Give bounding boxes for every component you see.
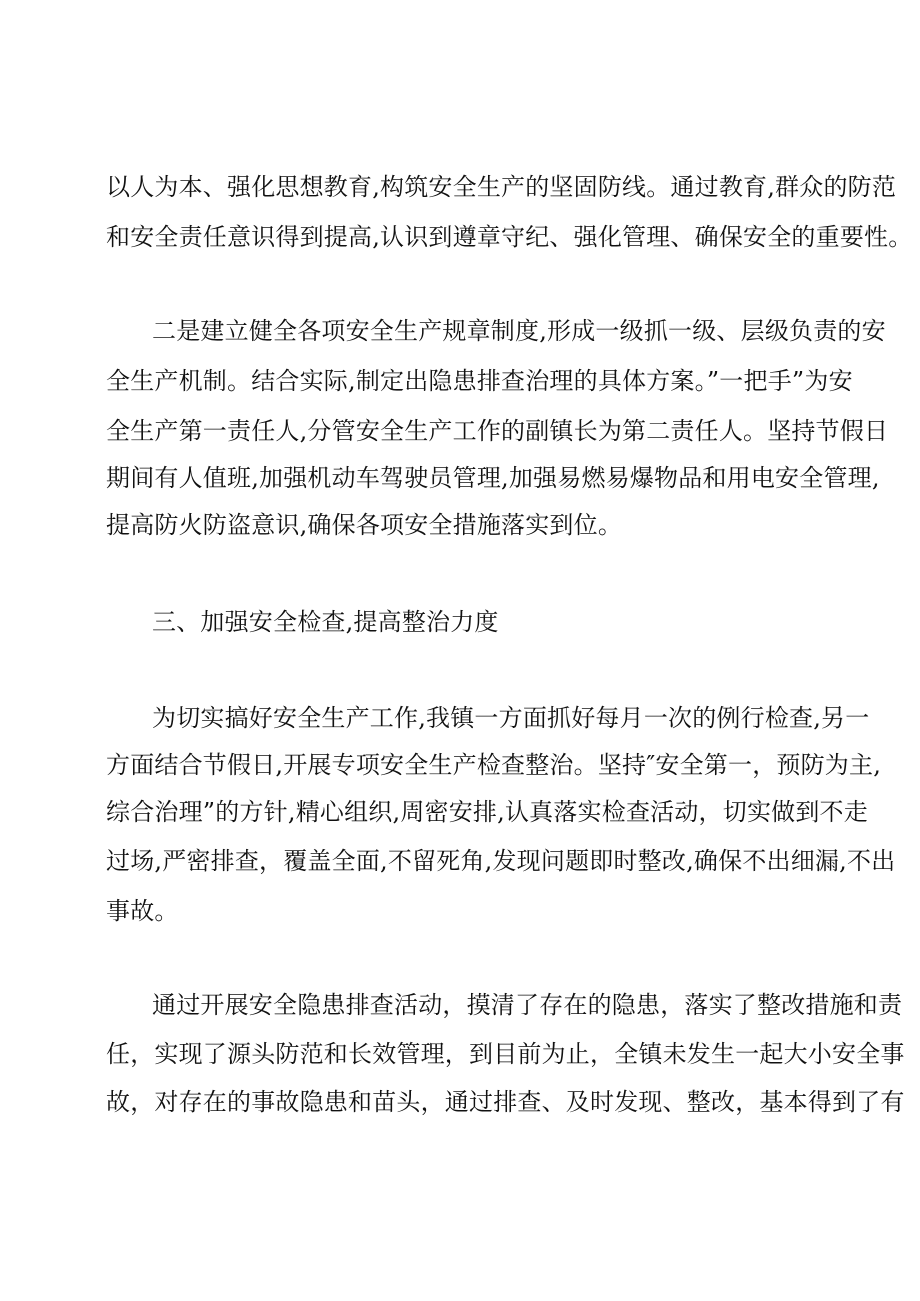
paragraph-2-line-4: 期间有人值班,加强机动车驾驶员管理,加强易燃易爆物品和用电安全管理,: [106, 464, 880, 492]
paragraph-1-line-1: 以人为本、强化思想教育,构筑安全生产的坚固防线。通过教育,群众的防范: [106, 173, 897, 201]
paragraph-1-line-2: 和安全责任意识得到提高,认识到遵章守纪、强化管理、确保安全的重要性。: [106, 223, 913, 251]
paragraph-3-line-5: 事故。: [106, 897, 179, 925]
paragraph-4-line-2: 任，实现了源头防范和长效管理，到目前为止，全镇未发生一起大小安全事: [106, 1040, 905, 1068]
paragraph-3-line-3: 综合治理”的方针,精心组织,周密安排,认真落实检查活动，切实做到不走: [106, 798, 868, 826]
section-heading: 三、加强安全检查,提高整治力度: [152, 608, 499, 636]
paragraph-4-line-1: 通过开展安全隐患排查活动，摸清了存在的隐患，落实了整改措施和责: [152, 991, 903, 1019]
paragraph-3-line-4: 过场,严密排查，覆盖全面,不留死角,发现问题即时整改,确保不出细漏,不出: [106, 847, 896, 875]
paragraph-2-line-5: 提高防火防盗意识,确保各项安全措施落实到位。: [106, 511, 623, 539]
paragraph-2-line-2: 全生产机制。结合实际,制定出隐患排查治理的具体方案。”一把手”为安: [106, 367, 853, 395]
paragraph-3-line-2: 方面结合节假日,开展专项安全生产检查整治。坚持″安全第一，预防为主,: [106, 751, 882, 779]
paragraph-3-line-1: 为切实搞好安全生产工作,我镇一方面抓好每月一次的例行检查,另一: [152, 704, 870, 732]
paragraph-2-line-3: 全生产第一责任人,分管安全生产工作的副镇长为第二责任人。坚持节假日: [106, 417, 889, 445]
paragraph-4-line-3: 故，对存在的事故隐患和苗头，通过排查、及时发现、整改，基本得到了有: [106, 1088, 905, 1116]
paragraph-2-line-1: 二是建立健全各项安全生产规章制度,形成一级抓一级、层级负责的安: [152, 317, 886, 345]
